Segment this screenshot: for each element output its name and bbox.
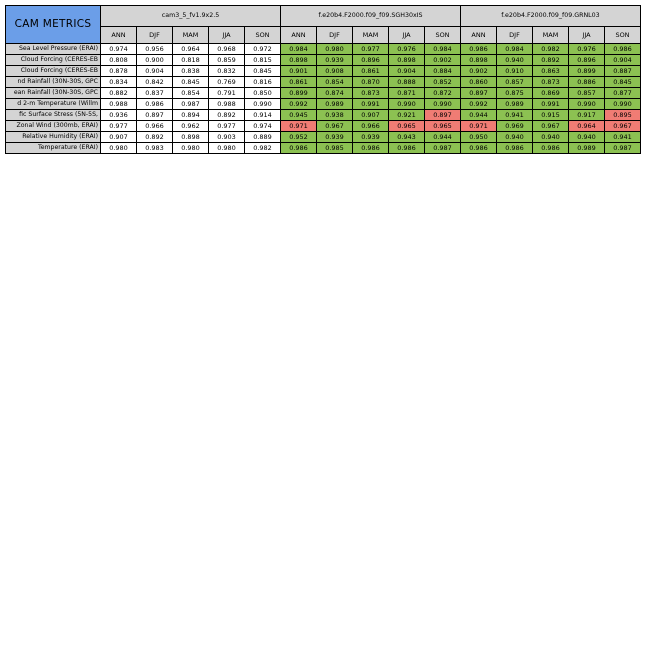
value-cell: 0.990 — [245, 99, 281, 110]
table-row — [6, 121, 641, 132]
value-cell: 0.915 — [533, 110, 569, 121]
value-cell: 0.986 — [353, 143, 389, 154]
value-cell: 0.861 — [353, 66, 389, 77]
table-row — [6, 77, 641, 88]
value-cell: 0.854 — [173, 88, 209, 99]
value-cell: 0.873 — [533, 77, 569, 88]
value-cell: 0.898 — [281, 55, 317, 66]
value-cell: 0.874 — [317, 88, 353, 99]
value-cell: 0.863 — [533, 66, 569, 77]
value-cell: 0.990 — [569, 99, 605, 110]
value-cell: 0.902 — [461, 66, 497, 77]
value-cell: 0.992 — [461, 99, 497, 110]
value-cell: 0.904 — [137, 66, 173, 77]
case-header: f.e20b4.F2000.f09_f09.SGH30xIS — [281, 6, 461, 27]
metric-label: Relative Humidity (ERAI) — [6, 132, 101, 143]
value-cell: 0.894 — [173, 110, 209, 121]
value-cell: 0.886 — [569, 77, 605, 88]
value-cell: 0.956 — [137, 44, 173, 55]
value-cell: 0.945 — [281, 110, 317, 121]
value-cell: 0.944 — [461, 110, 497, 121]
value-cell: 0.878 — [101, 66, 137, 77]
value-cell: 0.940 — [569, 132, 605, 143]
value-cell: 0.791 — [209, 88, 245, 99]
value-cell: 0.965 — [425, 121, 461, 132]
value-cell: 0.962 — [173, 121, 209, 132]
value-cell: 0.941 — [497, 110, 533, 121]
value-cell: 0.986 — [281, 143, 317, 154]
value-cell: 0.967 — [317, 121, 353, 132]
value-cell: 0.990 — [389, 99, 425, 110]
metric-label: Cloud Forcing (CERES-EB — [6, 66, 101, 77]
value-cell: 0.977 — [101, 121, 137, 132]
table-title: CAM METRICS — [6, 6, 101, 44]
value-cell: 0.965 — [389, 121, 425, 132]
value-cell: 0.938 — [317, 110, 353, 121]
value-cell: 0.976 — [389, 44, 425, 55]
season-header: DJF — [317, 27, 353, 44]
value-cell: 0.940 — [533, 132, 569, 143]
value-cell: 0.877 — [605, 88, 641, 99]
case-header: cam3_5_fv1.9x2.5 — [101, 6, 281, 27]
value-cell: 0.845 — [605, 77, 641, 88]
metrics-table — [5, 5, 641, 154]
value-cell: 0.987 — [605, 143, 641, 154]
value-cell: 0.986 — [461, 44, 497, 55]
value-cell: 0.875 — [497, 88, 533, 99]
value-cell: 0.944 — [425, 132, 461, 143]
season-header: SON — [605, 27, 641, 44]
season-header: DJF — [137, 27, 173, 44]
value-cell: 0.985 — [317, 143, 353, 154]
value-cell: 0.892 — [137, 132, 173, 143]
value-cell: 0.872 — [425, 88, 461, 99]
value-cell: 0.850 — [245, 88, 281, 99]
value-cell: 0.834 — [101, 77, 137, 88]
value-cell: 0.964 — [173, 44, 209, 55]
value-cell: 0.989 — [569, 143, 605, 154]
value-cell: 0.939 — [317, 132, 353, 143]
value-cell: 0.869 — [533, 88, 569, 99]
value-cell: 0.986 — [605, 44, 641, 55]
value-cell: 0.986 — [389, 143, 425, 154]
value-cell: 0.917 — [569, 110, 605, 121]
value-cell: 0.992 — [281, 99, 317, 110]
value-cell: 0.982 — [245, 143, 281, 154]
value-cell: 0.892 — [533, 55, 569, 66]
value-cell: 0.896 — [353, 55, 389, 66]
table-row — [6, 44, 641, 55]
value-cell: 0.936 — [101, 110, 137, 121]
metric-label: d 2-m Temperature (Willm — [6, 99, 101, 110]
season-header-row — [6, 27, 641, 44]
value-cell: 0.986 — [137, 99, 173, 110]
value-cell: 0.984 — [425, 44, 461, 55]
metric-label: ean Rainfall (30N-30S, GPC — [6, 88, 101, 99]
value-cell: 0.939 — [353, 132, 389, 143]
value-cell: 0.943 — [389, 132, 425, 143]
value-cell: 0.964 — [569, 121, 605, 132]
value-cell: 0.887 — [605, 66, 641, 77]
value-cell: 0.989 — [497, 99, 533, 110]
value-cell: 0.837 — [137, 88, 173, 99]
value-cell: 0.976 — [569, 44, 605, 55]
value-cell: 0.977 — [353, 44, 389, 55]
value-cell: 0.939 — [317, 55, 353, 66]
value-cell: 0.888 — [389, 77, 425, 88]
value-cell: 0.860 — [461, 77, 497, 88]
value-cell: 0.907 — [353, 110, 389, 121]
value-cell: 0.991 — [353, 99, 389, 110]
season-header: JJA — [209, 27, 245, 44]
value-cell: 0.889 — [245, 132, 281, 143]
metric-label: Sea Level Pressure (ERAI) — [6, 44, 101, 55]
value-cell: 0.859 — [209, 55, 245, 66]
table-row — [6, 99, 641, 110]
value-cell: 0.987 — [173, 99, 209, 110]
value-cell: 0.857 — [497, 77, 533, 88]
value-cell: 0.908 — [317, 66, 353, 77]
value-cell: 0.980 — [317, 44, 353, 55]
value-cell: 0.977 — [209, 121, 245, 132]
value-cell: 0.896 — [569, 55, 605, 66]
season-header: JJA — [389, 27, 425, 44]
value-cell: 0.870 — [353, 77, 389, 88]
value-cell: 0.897 — [425, 110, 461, 121]
value-cell: 0.974 — [101, 44, 137, 55]
table-row — [6, 110, 641, 121]
value-cell: 0.898 — [173, 132, 209, 143]
value-cell: 0.861 — [281, 77, 317, 88]
value-cell: 0.904 — [605, 55, 641, 66]
value-cell: 0.952 — [281, 132, 317, 143]
value-cell: 0.967 — [533, 121, 569, 132]
value-cell: 0.832 — [209, 66, 245, 77]
value-cell: 0.971 — [461, 121, 497, 132]
value-cell: 0.857 — [569, 88, 605, 99]
season-header: DJF — [497, 27, 533, 44]
table-row — [6, 66, 641, 77]
value-cell: 0.873 — [353, 88, 389, 99]
value-cell: 0.854 — [317, 77, 353, 88]
value-cell: 0.940 — [497, 132, 533, 143]
value-cell: 0.950 — [461, 132, 497, 143]
value-cell: 0.845 — [173, 77, 209, 88]
value-cell: 0.972 — [245, 44, 281, 55]
value-cell: 0.990 — [605, 99, 641, 110]
case-header: f.e20b4.F2000.f09_f09.GRNL03 — [461, 6, 641, 27]
value-cell: 0.982 — [533, 44, 569, 55]
season-header: JJA — [569, 27, 605, 44]
value-cell: 0.815 — [245, 55, 281, 66]
metric-label: Zonal Wind (300mb, ERAI) — [6, 121, 101, 132]
value-cell: 0.898 — [389, 55, 425, 66]
value-cell: 0.899 — [569, 66, 605, 77]
value-cell: 0.914 — [245, 110, 281, 121]
value-cell: 0.769 — [209, 77, 245, 88]
value-cell: 0.984 — [281, 44, 317, 55]
value-cell: 0.902 — [425, 55, 461, 66]
value-cell: 0.898 — [461, 55, 497, 66]
value-cell: 0.907 — [101, 132, 137, 143]
case-header-row — [6, 6, 641, 27]
value-cell: 0.941 — [605, 132, 641, 143]
metric-label: Cloud Forcing (CERES-EB — [6, 55, 101, 66]
value-cell: 0.986 — [533, 143, 569, 154]
value-cell: 0.838 — [173, 66, 209, 77]
value-cell: 0.842 — [137, 77, 173, 88]
value-cell: 0.845 — [245, 66, 281, 77]
value-cell: 0.986 — [461, 143, 497, 154]
value-cell: 0.988 — [209, 99, 245, 110]
value-cell: 0.899 — [281, 88, 317, 99]
season-header: SON — [245, 27, 281, 44]
value-cell: 0.904 — [389, 66, 425, 77]
value-cell: 0.882 — [101, 88, 137, 99]
value-cell: 0.900 — [137, 55, 173, 66]
season-header: ANN — [281, 27, 317, 44]
value-cell: 0.901 — [281, 66, 317, 77]
metric-label: Temperature (ERAI) — [6, 143, 101, 154]
value-cell: 0.984 — [497, 44, 533, 55]
table-row — [6, 143, 641, 154]
season-header: ANN — [101, 27, 137, 44]
value-cell: 0.940 — [497, 55, 533, 66]
value-cell: 0.974 — [245, 121, 281, 132]
value-cell: 0.968 — [209, 44, 245, 55]
season-header: MAM — [353, 27, 389, 44]
value-cell: 0.808 — [101, 55, 137, 66]
value-cell: 0.892 — [209, 110, 245, 121]
value-cell: 0.983 — [137, 143, 173, 154]
table-row — [6, 88, 641, 99]
value-cell: 0.818 — [173, 55, 209, 66]
value-cell: 0.921 — [389, 110, 425, 121]
value-cell: 0.897 — [461, 88, 497, 99]
value-cell: 0.980 — [209, 143, 245, 154]
value-cell: 0.910 — [497, 66, 533, 77]
value-cell: 0.971 — [281, 121, 317, 132]
season-header: MAM — [533, 27, 569, 44]
season-header: SON — [425, 27, 461, 44]
value-cell: 0.980 — [101, 143, 137, 154]
metric-label: fic Surface Stress (5N-5S, — [6, 110, 101, 121]
value-cell: 0.988 — [101, 99, 137, 110]
metric-label: nd Rainfall (30N-30S, GPC — [6, 77, 101, 88]
value-cell: 0.986 — [497, 143, 533, 154]
value-cell: 0.966 — [353, 121, 389, 132]
season-header: MAM — [173, 27, 209, 44]
value-cell: 0.987 — [425, 143, 461, 154]
value-cell: 0.990 — [425, 99, 461, 110]
value-cell: 0.884 — [425, 66, 461, 77]
table-row — [6, 55, 641, 66]
value-cell: 0.871 — [389, 88, 425, 99]
value-cell: 0.991 — [533, 99, 569, 110]
value-cell: 0.816 — [245, 77, 281, 88]
value-cell: 0.852 — [425, 77, 461, 88]
value-cell: 0.967 — [605, 121, 641, 132]
value-cell: 0.966 — [137, 121, 173, 132]
value-cell: 0.897 — [137, 110, 173, 121]
value-cell: 0.969 — [497, 121, 533, 132]
table-row — [6, 132, 641, 143]
value-cell: 0.980 — [173, 143, 209, 154]
value-cell: 0.903 — [209, 132, 245, 143]
value-cell: 0.895 — [605, 110, 641, 121]
season-header: ANN — [461, 27, 497, 44]
value-cell: 0.989 — [317, 99, 353, 110]
